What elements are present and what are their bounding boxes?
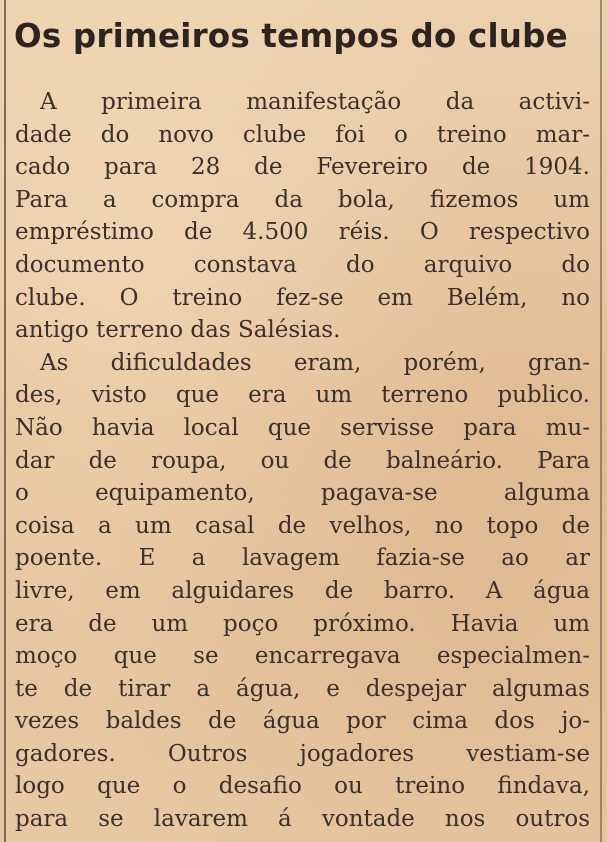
text-line: Não havia local que servisse para mu- xyxy=(15,414,590,441)
paragraph-2 xyxy=(15,347,590,836)
text-line: documento constava do arquivo do xyxy=(15,251,590,278)
text-line: moço que se encarregava especialmen- xyxy=(15,643,590,670)
article-headline: Os primeiros tempos do clube xyxy=(14,17,568,55)
column-rule-left xyxy=(4,0,6,842)
text-line: As dificuldades eram, porém, gran- xyxy=(40,349,590,376)
text-line: A primeira manifestação da activi- xyxy=(40,89,590,115)
article-body xyxy=(15,86,590,836)
text-line: coisa a um casal de velhos, no topo de xyxy=(15,512,590,539)
text-line: gadores. Outros jogadores vestiam-se xyxy=(15,740,590,767)
text-line: dar de roupa, ou de balneário. Para xyxy=(15,447,590,474)
text-line: te de tirar a água, e despejar algumas xyxy=(15,675,590,702)
text-line: para se lavarem á vontade nos outros xyxy=(15,806,590,833)
text-line: cado para 28 de Fevereiro de 1904. xyxy=(15,154,590,181)
text-line: logo que o desafio ou treino findava, xyxy=(15,773,590,800)
text-line: dade do novo clube foi o treino mar- xyxy=(15,121,590,148)
paragraph-1 xyxy=(15,86,590,347)
text-line: antigo terreno das Salésias. xyxy=(15,317,341,344)
text-line: vezes baldes de água por cima dos jo- xyxy=(15,708,590,735)
text-line: livre, em alguidares de barro. A água xyxy=(15,577,590,604)
text-line: Para a compra da bola, fizemos um xyxy=(15,186,590,213)
text-line: des, visto que era um terreno publico. xyxy=(15,382,590,409)
column-rule-right xyxy=(600,0,602,842)
text-line: empréstimo de 4.500 réis. O respectivo xyxy=(15,219,590,246)
text-line: o equipamento, pagava-se alguma xyxy=(15,480,590,507)
text-line: clube. O treino fez-se em Belém, no xyxy=(15,284,590,311)
text-line: era de um poço próximo. Havia um xyxy=(15,610,590,637)
text-line: poente. E a lavagem fazia-se ao ar xyxy=(15,545,590,572)
